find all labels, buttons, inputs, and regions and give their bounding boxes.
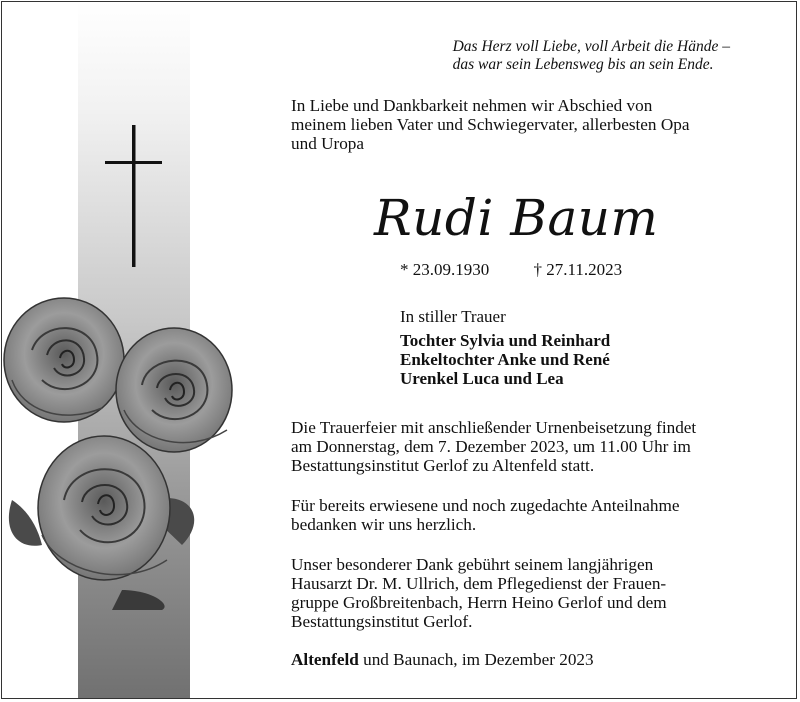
rose-1 (4, 298, 124, 422)
closing-line (291, 650, 761, 669)
rose-2 (116, 328, 232, 452)
intro-line: und Uropa (291, 134, 365, 153)
intro-line: In Liebe und Dankbarkeit nehmen wir Abschied von (291, 96, 653, 115)
special-thanks-line: Hausarzt Dr. M. Ullrich, dem Pflegedienst der Frauen- (291, 574, 667, 593)
closing-place: Altenfeld (291, 650, 359, 669)
deceased-name: Rudi Baum (374, 189, 659, 247)
rose-3 (38, 436, 170, 580)
roses-image (2, 290, 242, 610)
closing-rest: und Baunach, im Dezember 2023 (358, 650, 594, 669)
epigraph-quote (453, 38, 730, 74)
special-thanks-paragraph (291, 555, 761, 631)
quote-line: Das Herz voll Liebe, voll Arbeit die Hände – (452, 38, 730, 55)
mourners-block (400, 307, 610, 388)
ceremony-line: Bestattungsinstitut Gerlof zu Altenfeld statt. (291, 456, 595, 475)
intro-paragraph (291, 96, 761, 153)
birth-date: * 23.09.1930 (400, 260, 490, 279)
ceremony-paragraph (291, 418, 761, 475)
special-thanks-line: Bestattungsinstitut Gerlof. (291, 612, 473, 631)
thanks-paragraph (291, 496, 761, 534)
life-dates (400, 260, 622, 280)
thanks-line: Für bereits erwiesene und noch zugedachte Anteilnahme (291, 496, 680, 515)
obituary-card (1, 1, 797, 699)
ceremony-line: am Donnerstag, dem 7. Dezember 2023, um 11.00 Uhr im (291, 437, 691, 456)
mourner-name: Tochter Sylvia und Reinhard (400, 331, 611, 350)
special-thanks-line: gruppe Großbreitenbach, Herrn Heino Gerlof und dem (291, 593, 667, 612)
cross-icon (105, 125, 165, 270)
mourner-name: Enkeltochter Anke und René (400, 350, 610, 369)
mourners-heading: In stiller Trauer (400, 307, 506, 326)
death-date: † 27.11.2023 (533, 260, 623, 279)
mourner-name: Urenkel Luca und Lea (400, 369, 564, 388)
thanks-line: bedanken wir uns herzlich. (291, 515, 477, 534)
intro-line: meinem lieben Vater und Schwiegervater, allerbesten Opa (291, 115, 690, 134)
ceremony-line: Die Trauerfeier mit anschließender Urnenbeisetzung findet (291, 418, 697, 437)
special-thanks-line: Unser besonderer Dank gebührt seinem langjährigen (291, 555, 654, 574)
quote-line: das war sein Lebensweg bis an sein Ende. (452, 56, 714, 73)
